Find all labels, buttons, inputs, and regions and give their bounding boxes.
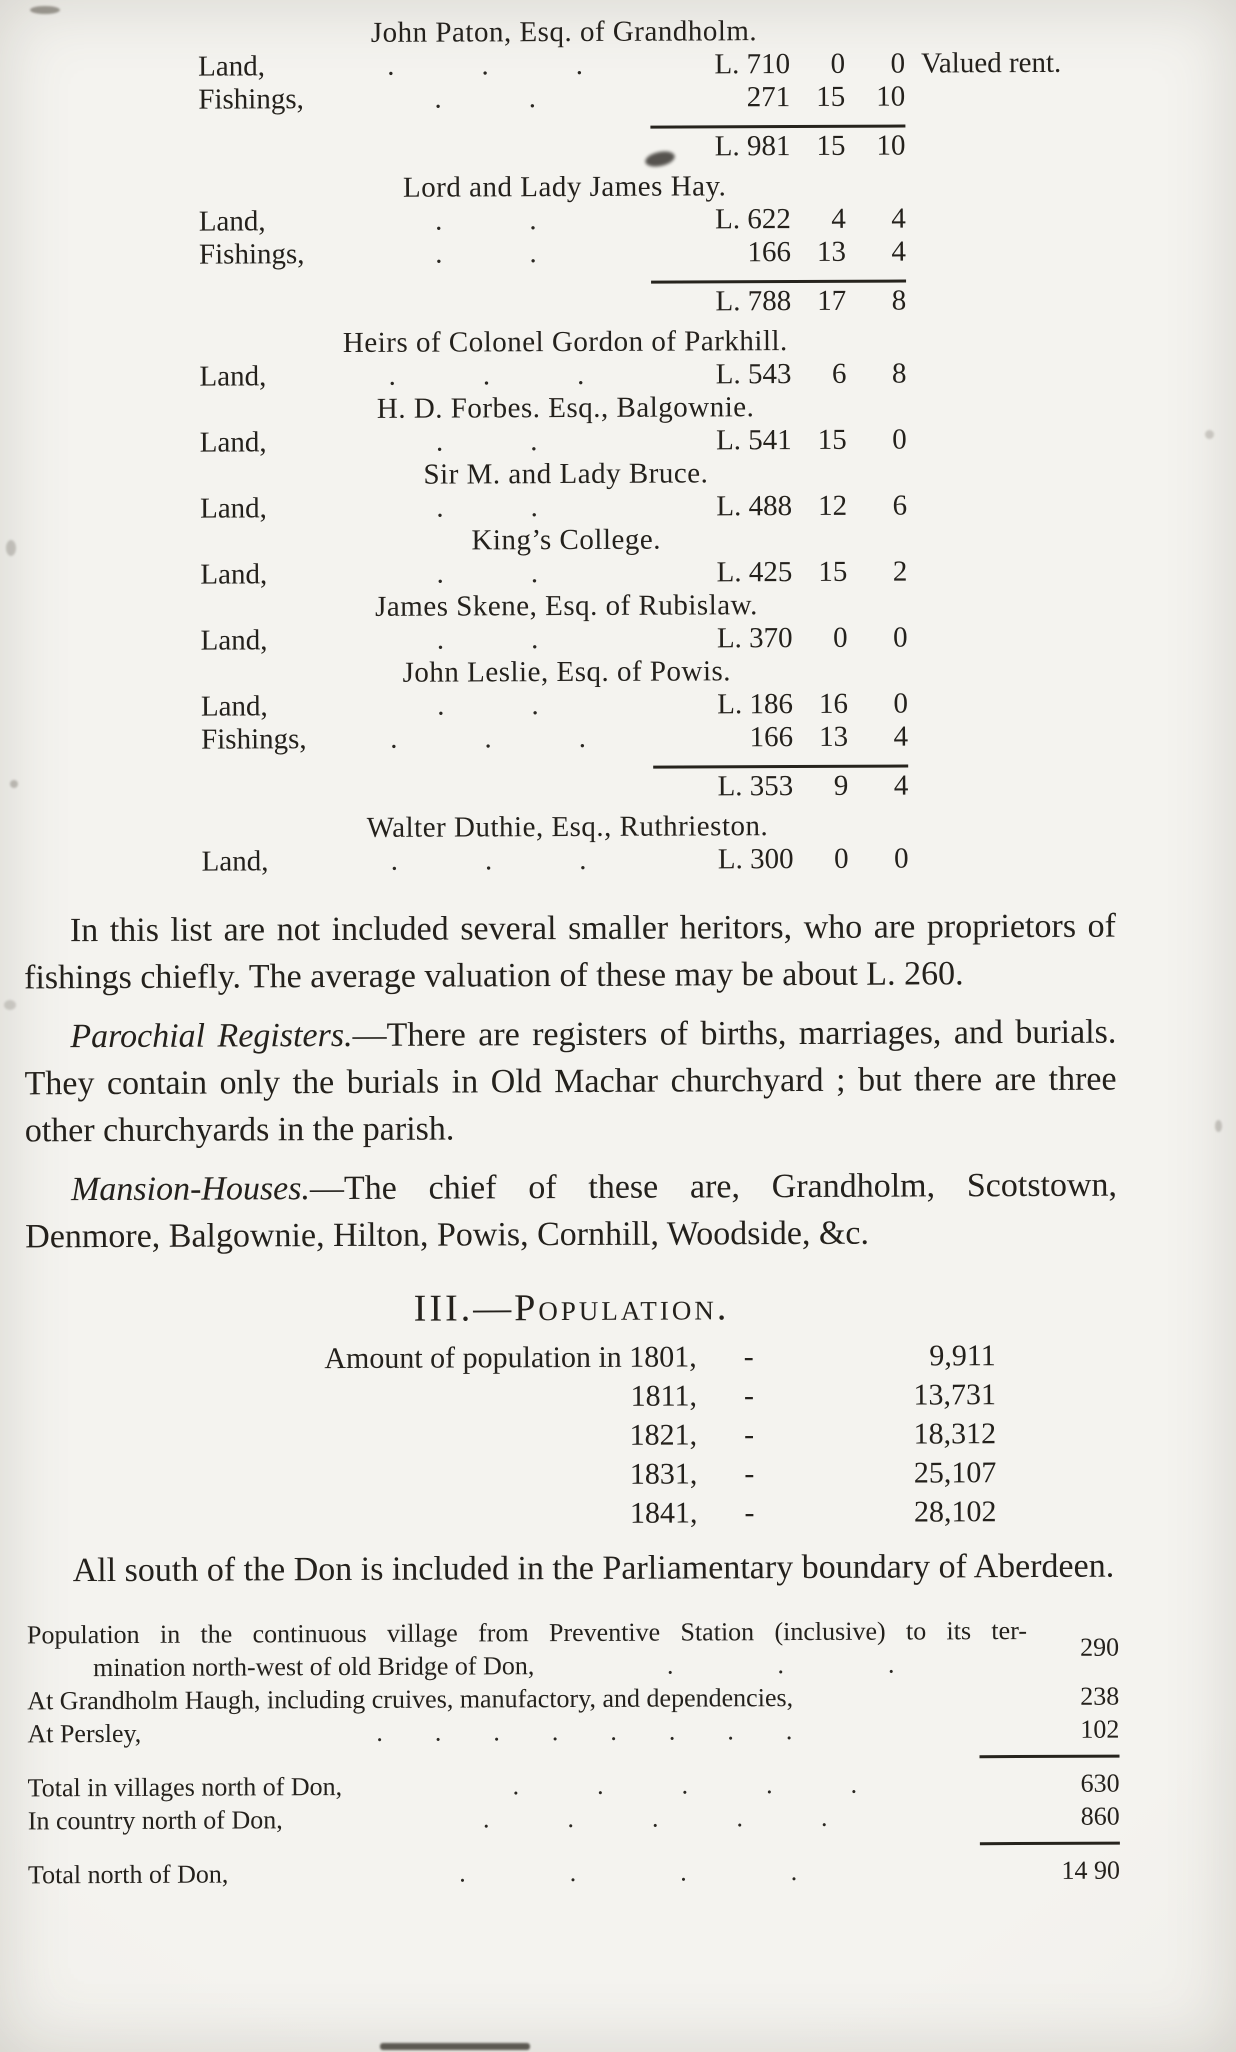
stat-item: [27, 1680, 1119, 1718]
total-pence: 8: [891, 284, 907, 317]
sum-rule-cell: [650, 114, 905, 129]
leader-dots: . .: [436, 623, 539, 656]
spacer-cell: [907, 555, 1110, 589]
leader-dots: . . . .: [459, 1857, 798, 1888]
paper-speck: [4, 1000, 16, 1010]
paragraph-parochial-registers: [24, 1009, 1117, 1155]
rent-shillings: 6: [831, 357, 847, 390]
stat-value: 102: [1080, 1714, 1120, 1744]
rent-pence: 6: [892, 489, 908, 522]
proprietor-name: Heirs of Colonel Gordon of Parkhill.: [342, 325, 788, 359]
rent-label: Fishings,: [198, 83, 304, 116]
stat-grand-total: [28, 1854, 1120, 1892]
leader-dots: . .: [437, 689, 539, 722]
stat-value: 290: [1079, 1632, 1120, 1662]
proprietor-name: Sir M. and Lady Bruce.: [423, 457, 709, 491]
rent-label: Land,: [200, 624, 268, 657]
spacer-cell: [320, 129, 650, 172]
rent-shillings: 13: [818, 720, 849, 753]
sum-rule: [980, 1755, 1120, 1759]
population-value: 9,911: [929, 1339, 996, 1373]
total-shillings: 15: [816, 129, 846, 162]
total-pounds: L. 353: [717, 770, 794, 803]
rent-pence: 0: [893, 621, 908, 654]
stat-text-line2: [27, 1647, 1027, 1684]
proprietor-name: H. D. Forbes. Esq., Balgownie.: [376, 391, 755, 425]
rent-row: [22, 423, 1110, 461]
rent-shillings: 15: [818, 555, 848, 588]
leader-dots: . .: [435, 237, 537, 270]
stat-text-block: [27, 1614, 1027, 1684]
population-year-label: 1811,: [630, 1379, 698, 1413]
rent-pounds: L. 370: [716, 622, 793, 655]
rent-pence: 4: [891, 202, 906, 235]
rent-label: Land,: [200, 558, 268, 591]
page-content: [20, 14, 1120, 1892]
leader-dots: . .: [436, 491, 538, 524]
population-dash: -: [743, 1379, 755, 1413]
valued-rent-table: [20, 14, 1112, 880]
paragraph-text: All south of the Don is included in the Parliamentary boundary of Aberdeen.: [72, 1547, 1115, 1590]
population-year-label: 1831,: [629, 1457, 698, 1491]
rent-total-row: [20, 127, 1108, 174]
rent-row: [20, 80, 1108, 118]
population-row: [176, 1336, 997, 1379]
leader-dots: . .: [434, 204, 537, 237]
stat-text: Total in villages north of Don,: [27, 1772, 343, 1803]
rent-label: Fishings,: [200, 723, 307, 756]
spacer-cell: [905, 113, 1108, 128]
population-year-label: 1821,: [629, 1418, 698, 1452]
valued-rent-note: Valued rent.: [921, 46, 1062, 80]
proprietor-name: James Skene, Esq. of Rubislaw.: [374, 589, 758, 623]
rent-shillings: 13: [816, 235, 847, 268]
spacer-cell: [905, 80, 1108, 114]
population-table: [176, 1336, 998, 1535]
rent-row: [23, 621, 1111, 659]
leader-dots: . .: [434, 82, 537, 115]
proprietor-name: Lord and Lady James Hay.: [402, 170, 727, 204]
rent-pounds: L. 543: [715, 358, 792, 391]
rent-pounds: 166: [749, 721, 794, 754]
proprietor-heading: [22, 390, 1110, 428]
rent-shillings: 4: [831, 202, 846, 235]
rent-label: Land,: [199, 492, 267, 525]
stat-total: [28, 1767, 1120, 1805]
paragraph-south-of-don: [27, 1543, 1119, 1595]
rent-shillings: 15: [816, 80, 846, 113]
population-row: [176, 1453, 997, 1496]
page-edge-shadow: [380, 2043, 530, 2050]
paragraph-text: —There are registers of births, marriages, and burials. They contain only the burials in Old Machar churchyard ; but there are three other churchyards in the parish.: [24, 1013, 1117, 1150]
rent-pence: 0: [894, 842, 909, 875]
stat-text: At Grandholm Haugh, including cruives, manufactory, and dependencies,: [27, 1683, 794, 1716]
spacer-cell: [906, 268, 1109, 283]
rent-pence: 4: [893, 720, 909, 753]
population-year-label: 1841,: [629, 1496, 698, 1530]
rent-shillings: 12: [817, 489, 848, 522]
rent-pounds: L. 622: [715, 203, 791, 236]
total-shillings: 9: [833, 769, 849, 802]
proprietor-name: Walter Duthie, Esq., Ruthrieston.: [366, 810, 769, 844]
paper-speck: [6, 540, 16, 556]
rent-shillings: 0: [834, 842, 849, 875]
leader-dots: . . .: [387, 48, 584, 82]
paragraph-heritors: [24, 903, 1116, 1002]
spacer-cell: [323, 769, 653, 812]
proprietor-heading: [22, 456, 1110, 494]
sum-rule: [651, 269, 906, 284]
leader-dots: . . .: [390, 721, 587, 755]
spacer-cell: [908, 621, 1111, 655]
rent-total-row: [23, 767, 1111, 814]
proprietor-name: John Paton, Esq. of Grandholm.: [370, 15, 758, 49]
leader-dots: . . .: [666, 1649, 895, 1680]
proprietor-heading: [20, 14, 1108, 52]
proprietor-name: John Leslie, Esq. of Powis.: [402, 655, 732, 689]
section-heading-population: III.—Population.: [413, 1286, 730, 1330]
sum-rule: [650, 114, 905, 129]
rent-row: [22, 489, 1110, 527]
spacer-cell: [907, 489, 1110, 523]
rent-row: [21, 357, 1109, 395]
rent-label: Land,: [199, 426, 267, 459]
rent-shillings: 0: [830, 47, 846, 80]
paragraph-text: —The chief of these are, Grandholm, Scotstown, Denmore, Balgownie, Hilton, Powis, Cornhill, Woodside, &c.: [25, 1166, 1118, 1256]
paragraph-text: In this list are not included several smaller heritors, who are proprietors of fishings chiefly. The average valuation of these may be about L. 260.: [24, 907, 1116, 997]
sum-rule: [653, 754, 908, 769]
population-dash: -: [744, 1496, 755, 1530]
proprietor-heading: [22, 588, 1110, 626]
total-shillings: 17: [817, 284, 847, 317]
stat-text: Total north of Don,: [27, 1859, 229, 1890]
spacer-cell: [906, 202, 1109, 236]
rent-label: Land,: [198, 205, 266, 238]
rent-label: Land,: [198, 50, 266, 83]
rent-pounds: L. 488: [716, 490, 793, 523]
proprietor-name: King’s College.: [471, 523, 662, 557]
stat-text: mination north-west of old Bridge of Don,: [93, 1651, 535, 1683]
population-row: [176, 1375, 997, 1418]
rent-pence: 4: [891, 235, 907, 268]
rent-label: Land,: [199, 360, 267, 393]
spacer-cell: [906, 282, 1109, 325]
rent-row: [22, 555, 1110, 593]
rent-pounds: L. 300: [717, 843, 794, 876]
rent-row: [23, 720, 1111, 758]
proprietor-heading: [21, 169, 1109, 207]
rent-label: Land,: [201, 845, 269, 878]
population-dash: -: [744, 1418, 755, 1452]
rent-pounds: L. 425: [716, 556, 793, 589]
spacer-cell: [906, 235, 1109, 269]
paragraph-lead-italic: Mansion-Houses.: [70, 1170, 311, 1209]
population-dash: -: [744, 1457, 755, 1491]
stat-value: 860: [1080, 1801, 1120, 1831]
stat-item: [27, 1713, 1119, 1751]
population-dash: -: [743, 1340, 754, 1374]
rent-shillings: 0: [833, 621, 848, 654]
stat-value: 630: [1080, 1768, 1120, 1798]
population-row: [176, 1492, 997, 1535]
proprietor-heading: [23, 654, 1111, 692]
spacer-cell: [321, 284, 651, 327]
population-year-label: Amount of population in 1801,: [324, 1340, 697, 1376]
stat-value: 238: [1080, 1681, 1120, 1711]
leader-dots: . .: [436, 557, 539, 590]
spacer-cell: [908, 720, 1111, 754]
total-pounds: L. 788: [715, 285, 792, 318]
rent-row: [23, 687, 1111, 725]
population-value: 18,312: [913, 1417, 997, 1451]
stat-text: At Persley,: [27, 1718, 142, 1749]
paper-speck: [1205, 430, 1214, 439]
paper-speck: [1215, 1120, 1222, 1132]
proprietor-heading: [21, 324, 1109, 362]
proprietor-heading: [23, 809, 1111, 847]
spacer-cell: [905, 127, 1108, 170]
paper-speck: [10, 780, 18, 788]
rent-row: [21, 202, 1109, 240]
rent-row: [24, 842, 1112, 880]
rent-shillings: 16: [818, 687, 848, 720]
spacer-cell: [21, 285, 321, 328]
sum-rule-cell: [653, 754, 908, 769]
leader-dots: . . .: [390, 843, 587, 877]
stat-text: In country north of Don,: [27, 1805, 283, 1836]
spacer-cell: [908, 687, 1111, 721]
leader-space: [793, 1705, 1027, 1706]
rent-pence: 0: [893, 687, 908, 720]
spacer-cell: [906, 357, 1109, 391]
stat-item: [27, 1614, 1119, 1685]
spacer-cell: [23, 770, 323, 813]
rent-row: [21, 235, 1109, 273]
rent-pence: 2: [892, 555, 908, 588]
spacer-cell: [20, 130, 320, 173]
stat-text-line1: Population in the continuous village from Preventive Station (inclusive) to its ter-: [26, 1616, 1028, 1650]
population-row: [176, 1414, 997, 1457]
rent-pence: 0: [892, 423, 907, 456]
rent-pence: 8: [891, 357, 907, 390]
sum-rule: [980, 1842, 1120, 1846]
rent-pounds: L. 710: [714, 48, 791, 81]
sum-rule-cell: [651, 269, 906, 284]
spacer-cell: [908, 767, 1111, 810]
rent-row: [20, 47, 1108, 85]
stat-total: [28, 1800, 1120, 1838]
population-value: 28,102: [913, 1495, 997, 1529]
rent-pence: 0: [890, 47, 906, 80]
leader-dots: . . . . .: [512, 1769, 858, 1801]
rent-total-row: [21, 282, 1109, 329]
rent-shillings: 15: [817, 423, 847, 456]
proprietor-heading: [22, 522, 1110, 560]
rent-pounds: L. 186: [717, 688, 793, 721]
paragraph-lead-italic: Parochial Registers.: [70, 1016, 353, 1056]
rent-pounds: 166: [747, 236, 792, 269]
population-value: 25,107: [913, 1456, 997, 1490]
spacer-cell: [907, 423, 1110, 457]
total-pence: 10: [876, 129, 906, 162]
spacer-cell: [909, 842, 1112, 876]
rent-pounds: L. 541: [715, 424, 792, 457]
stat-value: 14 90: [1061, 1855, 1121, 1885]
leader-dots: . . . . . . . .: [376, 1716, 793, 1747]
leader-dots: . . .: [388, 358, 585, 392]
spacer-cell: [908, 753, 1111, 768]
paragraph-mansion-houses: [25, 1162, 1117, 1261]
rent-pence: 10: [876, 80, 906, 113]
village-statistics: [27, 1614, 1120, 1892]
population-value: 13,731: [913, 1378, 997, 1412]
total-pence: 4: [893, 769, 909, 802]
leader-dots: . .: [435, 425, 538, 458]
rent-label: Fishings,: [198, 238, 305, 271]
total-pounds: L. 981: [714, 130, 791, 163]
leader-dots: . . . . .: [482, 1802, 828, 1834]
rent-pounds: 271: [746, 81, 791, 114]
rent-label: Land,: [200, 690, 268, 723]
paper-speck: [30, 6, 60, 14]
